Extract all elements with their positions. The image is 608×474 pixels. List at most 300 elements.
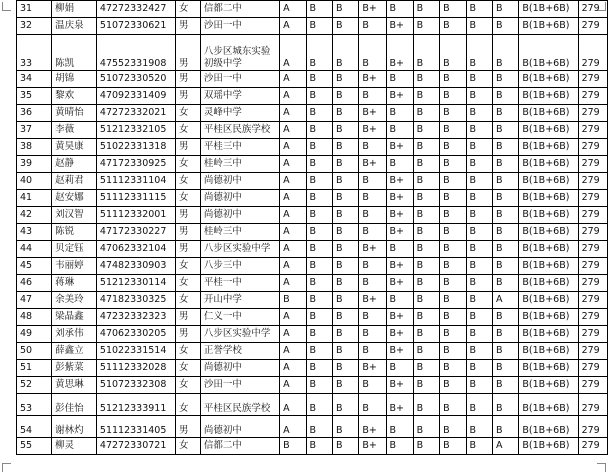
subject-grade-cell: B [466, 105, 492, 122]
subject-grade-cell: A [280, 105, 306, 122]
subject-grade-cell: A [280, 71, 306, 88]
subject-grade-cell: B [492, 190, 518, 207]
subject-grade-cell: B [332, 275, 358, 292]
gender-cell: 女 [176, 258, 201, 275]
subject-grade-cell: B [413, 190, 439, 207]
gender-cell: 女 [176, 1, 201, 18]
gender-cell: 女 [176, 360, 201, 377]
overall-grade-cell: B(1B+6B) [519, 343, 578, 360]
subject-grade-cell: B [413, 173, 439, 190]
score-cell: 279 [578, 258, 607, 275]
subject-grade-cell: B [359, 18, 386, 35]
subject-grade-cell: B [492, 105, 518, 122]
subject-grade-cell: B [386, 360, 413, 377]
subject-grade-cell: B [306, 360, 332, 377]
subject-grade-cell: B [413, 224, 439, 241]
seq-cell: 52 [17, 377, 52, 394]
exam-id-cell: 51022331318 [96, 139, 175, 156]
exam-id-cell: 51212333911 [96, 394, 175, 416]
score-cell: 279 [578, 122, 607, 139]
subject-grade-cell: A [492, 438, 518, 455]
exam-id-cell: 51072330520 [96, 71, 175, 88]
subject-grade-cell: B [413, 105, 439, 122]
subject-grade-cell: B [440, 156, 466, 173]
seq-cell: 51 [17, 360, 52, 377]
subject-grade-cell: B [332, 394, 358, 416]
exam-id-cell: 51112331405 [96, 416, 175, 438]
subject-grade-cell: B+ [386, 224, 413, 241]
seq-cell: 48 [17, 309, 52, 326]
score-cell: 279 [578, 139, 607, 156]
seq-cell: 34 [17, 71, 52, 88]
subject-grade-cell: B [492, 156, 518, 173]
gender-cell: 女 [176, 292, 201, 309]
subject-grade-cell: B+ [359, 105, 386, 122]
subject-grade-cell: B [359, 207, 386, 224]
subject-grade-cell: B [413, 207, 439, 224]
gender-cell: 女 [176, 377, 201, 394]
subject-grade-cell: B [492, 241, 518, 258]
subject-grade-cell: B [332, 258, 358, 275]
subject-grade-cell: B [306, 35, 332, 71]
subject-grade-cell: B [306, 343, 332, 360]
subject-grade-cell: B+ [386, 343, 413, 360]
gender-cell: 女 [176, 105, 201, 122]
subject-grade-cell: B [332, 35, 358, 71]
subject-grade-cell: B [332, 326, 358, 343]
school-cell: 尚德初中 [200, 416, 279, 438]
subject-grade-cell: B [280, 292, 306, 309]
subject-grade-cell: B [492, 394, 518, 416]
overall-grade-cell: B(1B+6B) [519, 258, 578, 275]
overall-grade-cell: B(1B+6B) [519, 360, 578, 377]
subject-grade-cell: B [332, 122, 358, 139]
overall-grade-cell: B(1B+6B) [519, 156, 578, 173]
subject-grade-cell: B [466, 377, 492, 394]
subject-grade-cell: B+ [359, 416, 386, 438]
name-cell: 谢林灼 [52, 416, 97, 438]
seq-cell: 55 [17, 438, 52, 455]
subject-grade-cell: B [306, 377, 332, 394]
subject-grade-cell: B [440, 35, 466, 71]
subject-grade-cell: B [359, 326, 386, 343]
subject-grade-cell: B [332, 207, 358, 224]
school-cell: 尚德初中 [200, 173, 279, 190]
score-cell: 279 [578, 71, 607, 88]
name-cell: 刘承伟 [52, 326, 97, 343]
subject-grade-cell: B [492, 360, 518, 377]
score-cell: 279 [578, 438, 607, 455]
name-cell: 薛鑫立 [52, 343, 97, 360]
subject-grade-cell: B [306, 1, 332, 18]
seq-cell: 42 [17, 207, 52, 224]
exam-id-cell: 47272332427 [96, 1, 175, 18]
gender-cell: 女 [176, 343, 201, 360]
exam-id-cell: 51212330114 [96, 275, 175, 292]
subject-grade-cell: A [280, 360, 306, 377]
subject-grade-cell: B [466, 309, 492, 326]
seq-cell: 38 [17, 139, 52, 156]
subject-grade-cell: A [280, 139, 306, 156]
subject-grade-cell: B [440, 241, 466, 258]
subject-grade-cell: B [386, 292, 413, 309]
subject-grade-cell: B [440, 122, 466, 139]
subject-grade-cell: B [440, 438, 466, 455]
school-cell: 尚德初中 [200, 190, 279, 207]
subject-grade-cell: B [386, 71, 413, 88]
school-cell: 开山中学 [200, 292, 279, 309]
seq-cell: 31 [17, 1, 52, 18]
subject-grade-cell: B+ [386, 326, 413, 343]
subject-grade-cell: B [359, 139, 386, 156]
name-cell: 赵莉君 [52, 173, 97, 190]
gender-cell: 女 [176, 438, 201, 455]
subject-grade-cell: B [306, 416, 332, 438]
seq-cell: 50 [17, 343, 52, 360]
gender-cell: 男 [176, 88, 201, 105]
score-cell: 279 [578, 18, 607, 35]
score-cell: 279 [578, 88, 607, 105]
crop-mark-bottom-left [2, 463, 11, 472]
subject-grade-cell: B [413, 241, 439, 258]
subject-grade-cell: B [492, 377, 518, 394]
exam-id-cell: 47182330325 [96, 292, 175, 309]
subject-grade-cell: B [413, 156, 439, 173]
table-row [17, 377, 608, 394]
subject-grade-cell: B [332, 241, 358, 258]
subject-grade-cell: B [492, 173, 518, 190]
subject-grade-cell: B [413, 292, 439, 309]
subject-grade-cell: B [492, 122, 518, 139]
name-cell: 李薇 [52, 122, 97, 139]
subject-grade-cell: A [280, 416, 306, 438]
score-cell: 279 [578, 156, 607, 173]
subject-grade-cell: B [332, 105, 358, 122]
subject-grade-cell: B+ [359, 438, 386, 455]
school-cell: 八步区实验中学 [200, 241, 279, 258]
subject-grade-cell: B [466, 326, 492, 343]
overall-grade-cell: B(1B+6B) [519, 88, 578, 105]
exam-id-cell: 51112331115 [96, 190, 175, 207]
subject-grade-cell: B [306, 71, 332, 88]
table-row [17, 156, 608, 173]
subject-grade-cell: B [332, 360, 358, 377]
subject-grade-cell: B [466, 190, 492, 207]
school-cell: 灵峰中学 [200, 105, 279, 122]
score-cell: 279 [578, 241, 607, 258]
subject-grade-cell: B [413, 275, 439, 292]
gender-cell: 女 [176, 156, 201, 173]
score-cell: 279 [578, 173, 607, 190]
name-cell: 黎欢 [52, 88, 97, 105]
table-row [17, 71, 608, 88]
subject-grade-cell: B [492, 275, 518, 292]
table-row [17, 241, 608, 258]
subject-grade-cell: B [440, 18, 466, 35]
subject-grade-cell: A [280, 1, 306, 18]
seq-cell: 37 [17, 122, 52, 139]
subject-grade-cell: B [492, 139, 518, 156]
table-row [17, 258, 608, 275]
name-cell: 温庆泉 [52, 18, 97, 35]
subject-grade-cell: B [332, 18, 358, 35]
subject-grade-cell: B [492, 88, 518, 105]
exam-id-cell: 47482330903 [96, 258, 175, 275]
exam-id-cell: 47272330721 [96, 438, 175, 455]
gender-cell: 男 [176, 207, 201, 224]
subject-grade-cell: B [359, 88, 386, 105]
subject-grade-cell: A [280, 275, 306, 292]
seq-cell: 49 [17, 326, 52, 343]
overall-grade-cell: B(1B+6B) [519, 105, 578, 122]
subject-grade-cell: A [280, 156, 306, 173]
gender-cell: 男 [176, 71, 201, 88]
subject-grade-cell: B [440, 343, 466, 360]
subject-grade-cell: B [332, 173, 358, 190]
school-cell: 尚德初中 [200, 360, 279, 377]
subject-grade-cell: B [466, 139, 492, 156]
exam-id-cell: 47552331908 [96, 35, 175, 71]
subject-grade-cell: B [332, 377, 358, 394]
seq-cell: 53 [17, 394, 52, 416]
subject-grade-cell: A [280, 122, 306, 139]
name-cell: 陈锐 [52, 224, 97, 241]
subject-grade-cell: B [492, 18, 518, 35]
exam-id-cell: 47172330925 [96, 156, 175, 173]
exam-id-cell: 47232332323 [96, 309, 175, 326]
subject-grade-cell: B+ [386, 309, 413, 326]
subject-grade-cell: B [359, 343, 386, 360]
gender-cell: 女 [176, 394, 201, 416]
subject-grade-cell: B [386, 122, 413, 139]
table-row [17, 88, 608, 105]
table-row [17, 122, 608, 139]
subject-grade-cell: B [332, 224, 358, 241]
subject-grade-cell: B+ [386, 139, 413, 156]
subject-grade-cell: A [280, 343, 306, 360]
subject-grade-cell: B+ [386, 394, 413, 416]
subject-grade-cell: B [440, 190, 466, 207]
gender-cell: 男 [176, 18, 201, 35]
seq-cell: 43 [17, 224, 52, 241]
subject-grade-cell: B [386, 416, 413, 438]
subject-grade-cell: A [280, 35, 306, 71]
seq-cell: 32 [17, 18, 52, 35]
seq-cell: 46 [17, 275, 52, 292]
subject-grade-cell: B [466, 292, 492, 309]
gender-cell: 男 [176, 416, 201, 438]
subject-grade-cell: A [280, 258, 306, 275]
subject-grade-cell: B [440, 105, 466, 122]
score-cell: 279 [578, 35, 607, 71]
subject-grade-cell: B [413, 71, 439, 88]
table-row [17, 416, 608, 438]
subject-grade-cell: A [280, 224, 306, 241]
table-row [17, 139, 608, 156]
seq-cell: 41 [17, 190, 52, 207]
subject-grade-cell: B [359, 35, 386, 71]
subject-grade-cell: B [466, 343, 492, 360]
subject-grade-cell: B [466, 1, 492, 18]
exam-id-cell: 51112332028 [96, 360, 175, 377]
score-cell: 279 [578, 394, 607, 416]
exam-id-cell: 51022331514 [96, 343, 175, 360]
subject-grade-cell: B [413, 438, 439, 455]
table-row [17, 438, 608, 455]
gender-cell: 女 [176, 173, 201, 190]
subject-grade-cell: B [440, 275, 466, 292]
overall-grade-cell: B(1B+6B) [519, 241, 578, 258]
subject-grade-cell: B [440, 377, 466, 394]
name-cell: 黄思琳 [52, 377, 97, 394]
subject-grade-cell: B [359, 258, 386, 275]
gender-cell: 女 [176, 122, 201, 139]
subject-grade-cell: B [413, 377, 439, 394]
school-cell: 桂岭三中 [200, 224, 279, 241]
subject-grade-cell: B+ [359, 71, 386, 88]
gender-cell: 男 [176, 309, 201, 326]
subject-grade-cell: B [306, 190, 332, 207]
subject-grade-cell: B [306, 173, 332, 190]
seq-cell: 33 [17, 35, 52, 71]
score-cell: 279 [578, 343, 607, 360]
subject-grade-cell: B [466, 394, 492, 416]
subject-grade-cell: A [280, 207, 306, 224]
exam-id-cell: 51112332001 [96, 207, 175, 224]
subject-grade-cell: B [306, 156, 332, 173]
results-table [16, 0, 608, 455]
school-cell: 沙田一中 [200, 18, 279, 35]
subject-grade-cell: B [306, 88, 332, 105]
exam-id-cell: 47092331409 [96, 88, 175, 105]
gender-cell: 男 [176, 326, 201, 343]
subject-grade-cell: B+ [386, 18, 413, 35]
subject-grade-cell: B+ [359, 122, 386, 139]
subject-grade-cell: B [466, 258, 492, 275]
subject-grade-cell: B [306, 122, 332, 139]
subject-grade-cell: B [492, 71, 518, 88]
exam-id-cell: 47272332021 [96, 105, 175, 122]
school-cell: 桂岭三中 [200, 156, 279, 173]
subject-grade-cell: B+ [359, 156, 386, 173]
school-cell: 八步区城东实验初级中学 [200, 35, 279, 71]
subject-grade-cell: A [280, 88, 306, 105]
subject-grade-cell: B [466, 35, 492, 71]
subject-grade-cell: A [492, 292, 518, 309]
subject-grade-cell: B [332, 1, 358, 18]
score-cell: 279 [578, 326, 607, 343]
seq-cell: 40 [17, 173, 52, 190]
name-cell: 余美玲 [52, 292, 97, 309]
gender-cell: 男 [176, 139, 201, 156]
subject-grade-cell: B [440, 326, 466, 343]
subject-grade-cell: B [413, 343, 439, 360]
score-cell: 279 [578, 1, 607, 18]
name-cell: 赵静 [52, 156, 97, 173]
name-cell: 彭佳怡 [52, 394, 97, 416]
subject-grade-cell: B [359, 309, 386, 326]
subject-grade-cell: B [466, 122, 492, 139]
table-row [17, 207, 608, 224]
table-row [17, 105, 608, 122]
crop-mark-top-left [2, 2, 11, 11]
subject-grade-cell: B [466, 360, 492, 377]
table-row [17, 309, 608, 326]
subject-grade-cell: B [359, 377, 386, 394]
subject-grade-cell: B [413, 360, 439, 377]
name-cell: 黄晴怡 [52, 105, 97, 122]
subject-grade-cell: B [440, 258, 466, 275]
subject-grade-cell: B+ [386, 258, 413, 275]
table-row [17, 360, 608, 377]
overall-grade-cell: B(1B+6B) [519, 139, 578, 156]
subject-grade-cell: B [332, 156, 358, 173]
subject-grade-cell: B [466, 438, 492, 455]
seq-cell: 45 [17, 258, 52, 275]
name-cell: 赵安娜 [52, 190, 97, 207]
subject-grade-cell: B+ [386, 35, 413, 71]
exam-id-cell: 51072330621 [96, 18, 175, 35]
seq-cell: 35 [17, 88, 52, 105]
school-cell: 平桂一中 [200, 275, 279, 292]
subject-grade-cell: B [306, 18, 332, 35]
table-row [17, 1, 608, 18]
subject-grade-cell: A [280, 173, 306, 190]
subject-grade-cell: B [413, 394, 439, 416]
school-cell: 平桂区民族学校 [200, 394, 279, 416]
subject-grade-cell: A [280, 241, 306, 258]
overall-grade-cell: B(1B+6B) [519, 18, 578, 35]
subject-grade-cell: B [332, 71, 358, 88]
school-cell: 八步区实验中学 [200, 326, 279, 343]
exam-id-cell: 51072332308 [96, 377, 175, 394]
subject-grade-cell: B+ [386, 173, 413, 190]
subject-grade-cell: B [306, 105, 332, 122]
school-cell: 平桂区民族学校 [200, 122, 279, 139]
seq-cell: 47 [17, 292, 52, 309]
subject-grade-cell: B+ [359, 241, 386, 258]
subject-grade-cell: B [359, 224, 386, 241]
table-row [17, 343, 608, 360]
exam-id-cell: 47062330205 [96, 326, 175, 343]
subject-grade-cell: B [492, 35, 518, 71]
subject-grade-cell: B [306, 258, 332, 275]
score-cell: 279 [578, 105, 607, 122]
exam-id-cell: 51112331104 [96, 173, 175, 190]
name-cell: 柳灵 [52, 438, 97, 455]
score-cell: 279 [578, 190, 607, 207]
subject-grade-cell: B [440, 416, 466, 438]
table-row [17, 18, 608, 35]
subject-grade-cell: B [492, 343, 518, 360]
overall-grade-cell: B(1B+6B) [519, 173, 578, 190]
name-cell: 胡锦 [52, 71, 97, 88]
name-cell: 黄昊康 [52, 139, 97, 156]
subject-grade-cell: B [359, 173, 386, 190]
score-cell: 279 [578, 224, 607, 241]
name-cell: 蒋琳 [52, 275, 97, 292]
subject-grade-cell: B [440, 173, 466, 190]
name-cell: 韦丽婷 [52, 258, 97, 275]
seq-cell: 36 [17, 105, 52, 122]
gender-cell: 男 [176, 35, 201, 71]
subject-grade-cell: B [492, 416, 518, 438]
subject-grade-cell: B [413, 18, 439, 35]
subject-grade-cell: B [492, 207, 518, 224]
subject-grade-cell: B+ [359, 1, 386, 18]
school-cell: 信都二中 [200, 1, 279, 18]
name-cell: 陈凯 [52, 35, 97, 71]
